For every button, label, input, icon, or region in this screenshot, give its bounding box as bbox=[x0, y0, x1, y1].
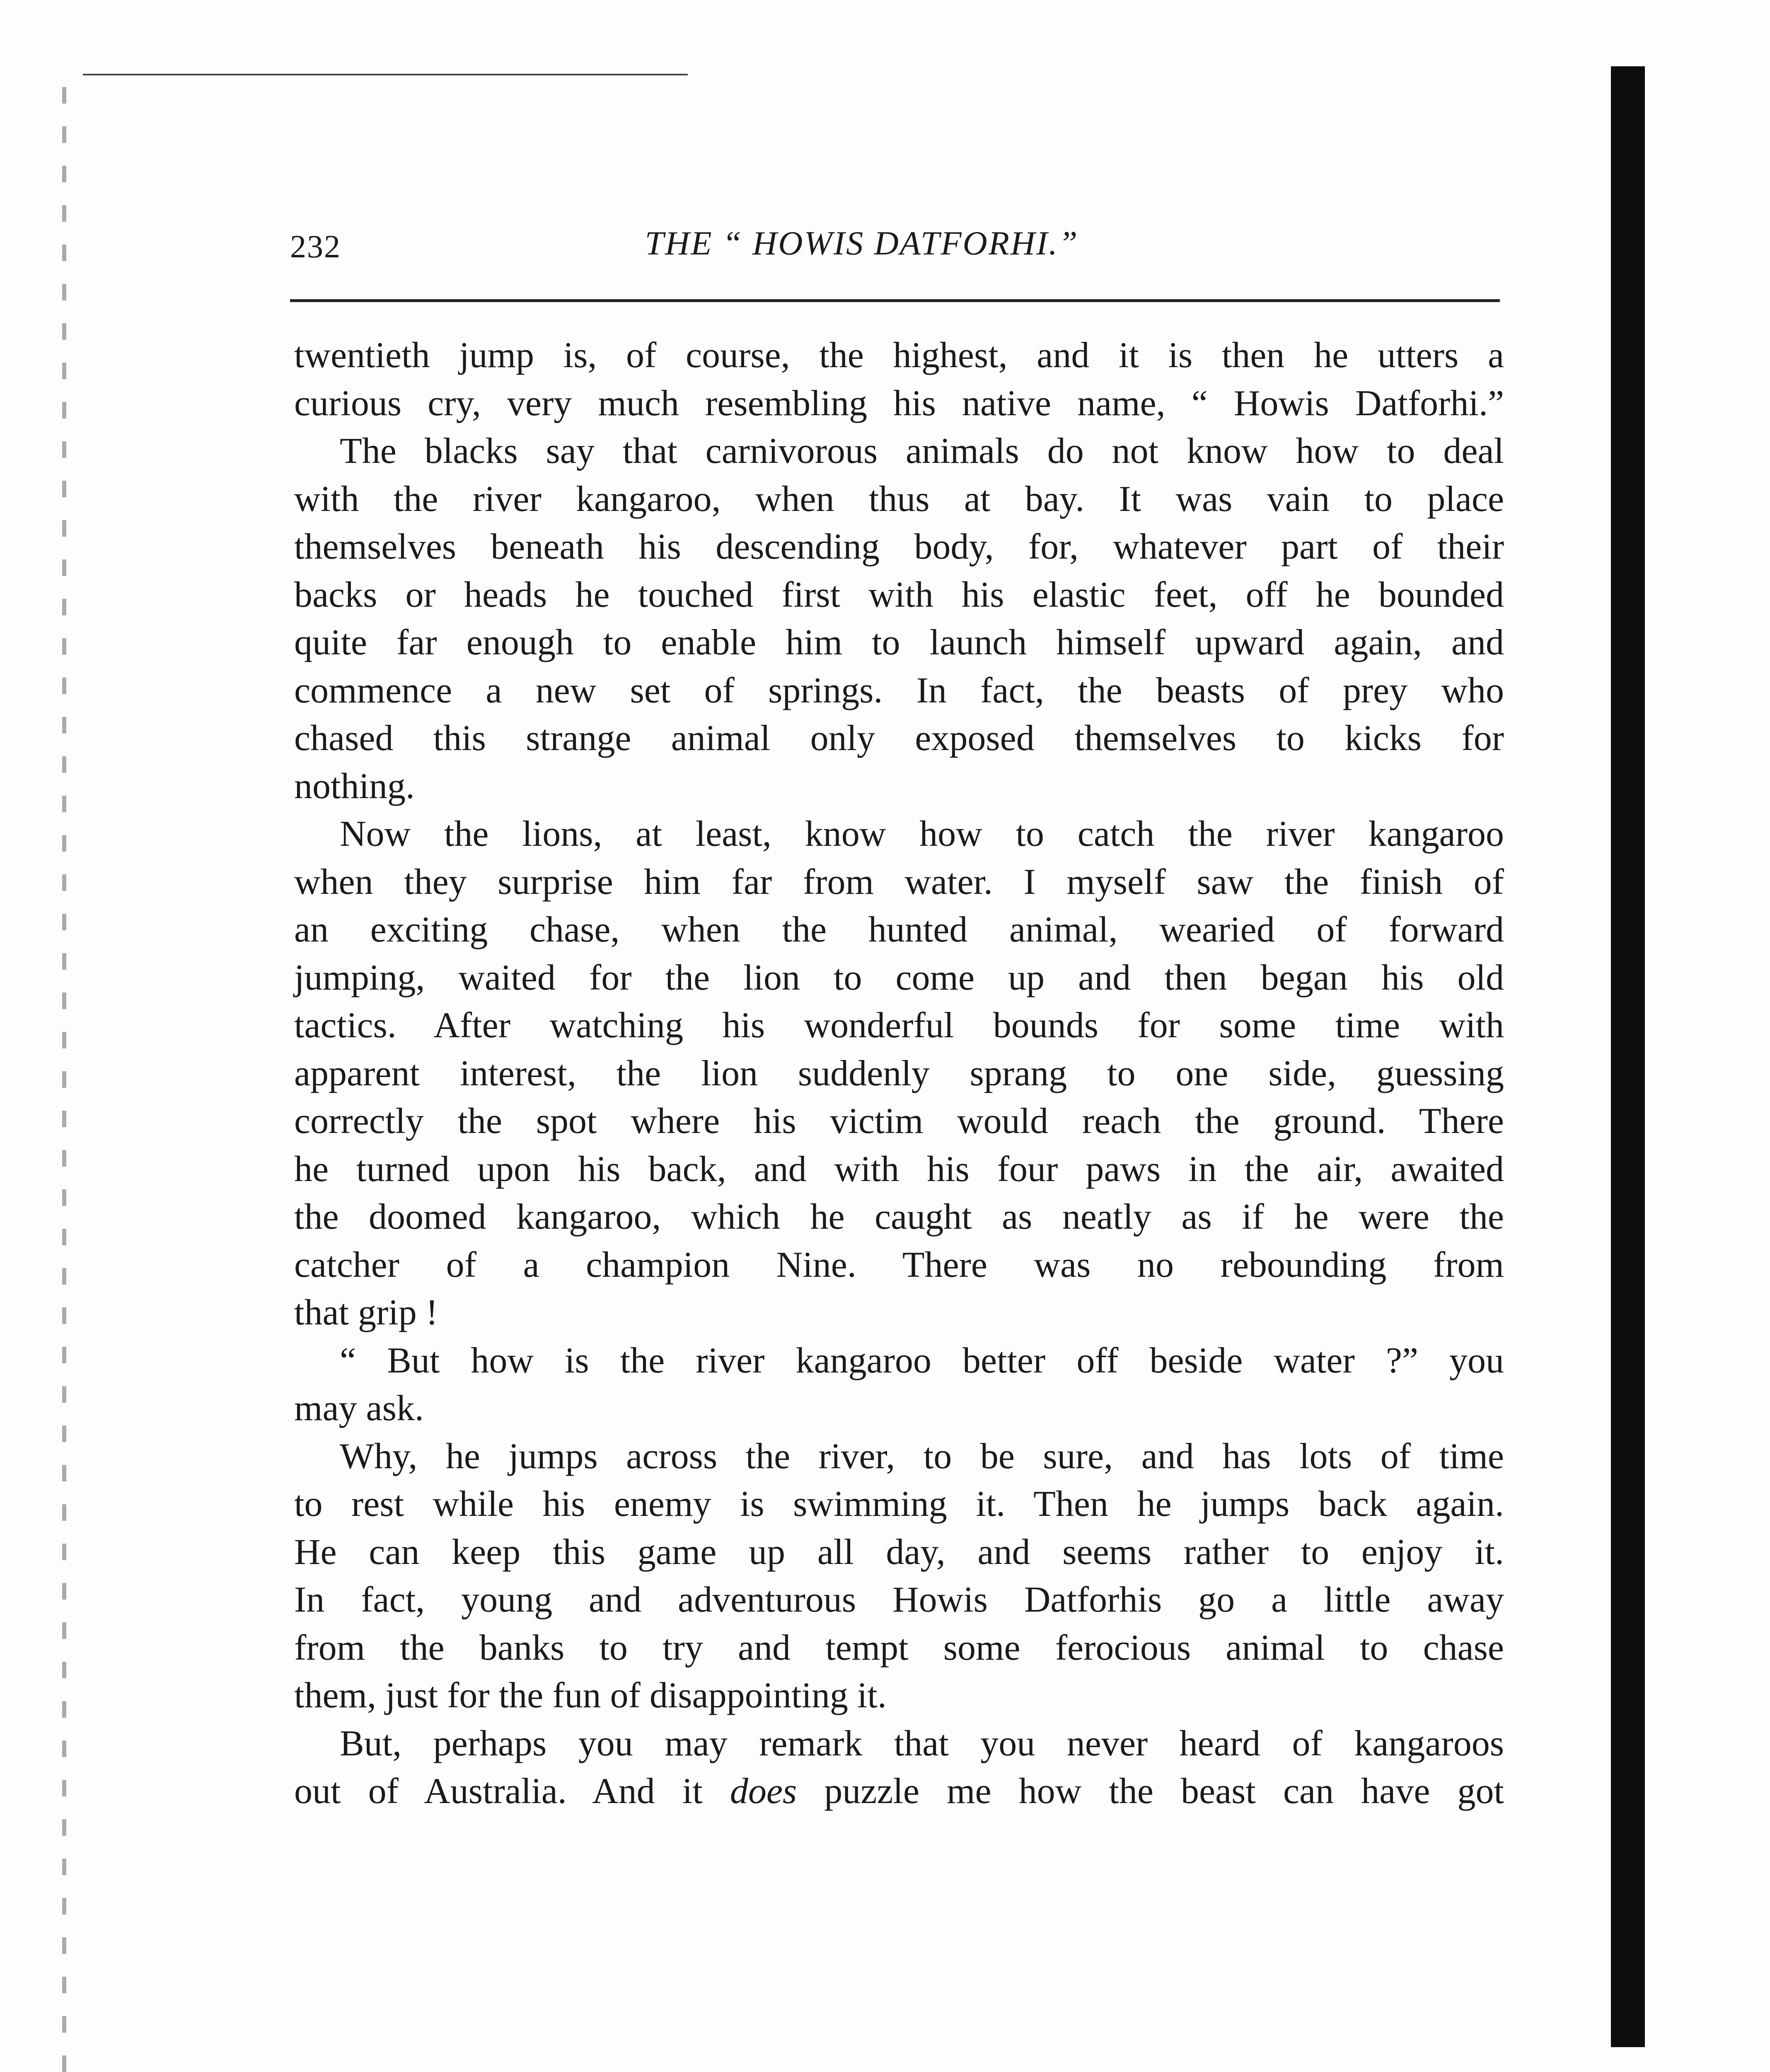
text-line: Why, he jumps across the river, to be sure, and has lots of time bbox=[340, 1436, 1504, 1477]
text-line: curious cry, very much resembling his native name, “ Howis Datforhi.” bbox=[294, 383, 1504, 424]
text-line: with the river kangaroo, when thus at bay. It was vain to place bbox=[294, 479, 1504, 519]
text-line: jumping, waited for the lion to come up and then began his old bbox=[294, 957, 1504, 998]
text-line: But, perhaps you may remark that you never heard of kangaroos bbox=[340, 1723, 1504, 1764]
text-line: to rest while his enemy is swimming it. Then he jumps back again. bbox=[294, 1484, 1504, 1524]
text-line: catcher of a champion Nine. There was no rebounding from bbox=[294, 1244, 1504, 1285]
text-line: from the banks to try and tempt some ferocious animal to chase bbox=[294, 1627, 1504, 1668]
header-rule bbox=[290, 299, 1500, 302]
text-line bbox=[294, 1767, 1504, 1815]
scan-edge-top bbox=[83, 74, 688, 75]
text-line: themselves beneath his descending body, for, whatever part of their bbox=[294, 527, 1504, 567]
text-line: when they surprise him far from water. I myself saw the finish of bbox=[294, 862, 1504, 902]
emphasis-word: does bbox=[730, 1771, 797, 1811]
running-head bbox=[290, 224, 1699, 274]
page-number: 232 bbox=[290, 228, 341, 264]
text-line: correctly the spot where his victim would reach the ground. There bbox=[294, 1101, 1504, 1141]
text-line: apparent interest, the lion suddenly sprang to one side, guessing bbox=[294, 1053, 1504, 1094]
scan-edge-right bbox=[1611, 66, 1645, 2047]
text-line: chased this strange animal only exposed themselves to kicks for bbox=[294, 718, 1504, 758]
text-line: may ask. bbox=[294, 1388, 424, 1428]
text-line: nothing. bbox=[294, 766, 415, 806]
text-line: The blacks say that carnivorous animals do not know how to deal bbox=[340, 431, 1504, 471]
text-line: In fact, young and adventurous Howis Datforhis go a little away bbox=[294, 1580, 1504, 1620]
text-line: Now the lions, at least, know how to catch the river kangaroo bbox=[340, 814, 1504, 854]
scan-edge-left bbox=[62, 87, 66, 2072]
text-line: that grip ! bbox=[294, 1293, 438, 1333]
text-line: “ But how is the river kangaroo better off beside water ?” you bbox=[340, 1340, 1504, 1381]
text-line: quite far enough to enable him to launch himself upward again, and bbox=[294, 622, 1504, 663]
text-line: commence a new set of springs. In fact, the beasts of prey who bbox=[294, 670, 1504, 711]
text-line: backs or heads he touched first with his elastic feet, off he bounded bbox=[294, 574, 1504, 615]
body-text bbox=[294, 332, 1504, 1815]
text-line: he turned upon his back, and with his four paws in the air, awaited bbox=[294, 1149, 1504, 1189]
text-line: an exciting chase, when the hunted animal, wearied of forward bbox=[294, 910, 1504, 950]
running-title: THE “ HOWIS DATFORHI.” bbox=[645, 224, 1079, 262]
text-line: them, just for the fun of disappointing it. bbox=[294, 1675, 887, 1716]
text-segment: puzzle me how the beast can have got bbox=[797, 1771, 1504, 1811]
text-line: He can keep this game up all day, and seems rather to enjoy it. bbox=[294, 1532, 1504, 1572]
text-line: twentieth jump is, of course, the highest, and it is then he utters a bbox=[294, 335, 1504, 375]
text-segment: out of Australia. And it bbox=[294, 1771, 730, 1811]
text-line: tactics. After watching his wonderful bounds for some time with bbox=[294, 1005, 1504, 1046]
text-line: the doomed kangaroo, which he caught as neatly as if he were the bbox=[294, 1197, 1504, 1237]
